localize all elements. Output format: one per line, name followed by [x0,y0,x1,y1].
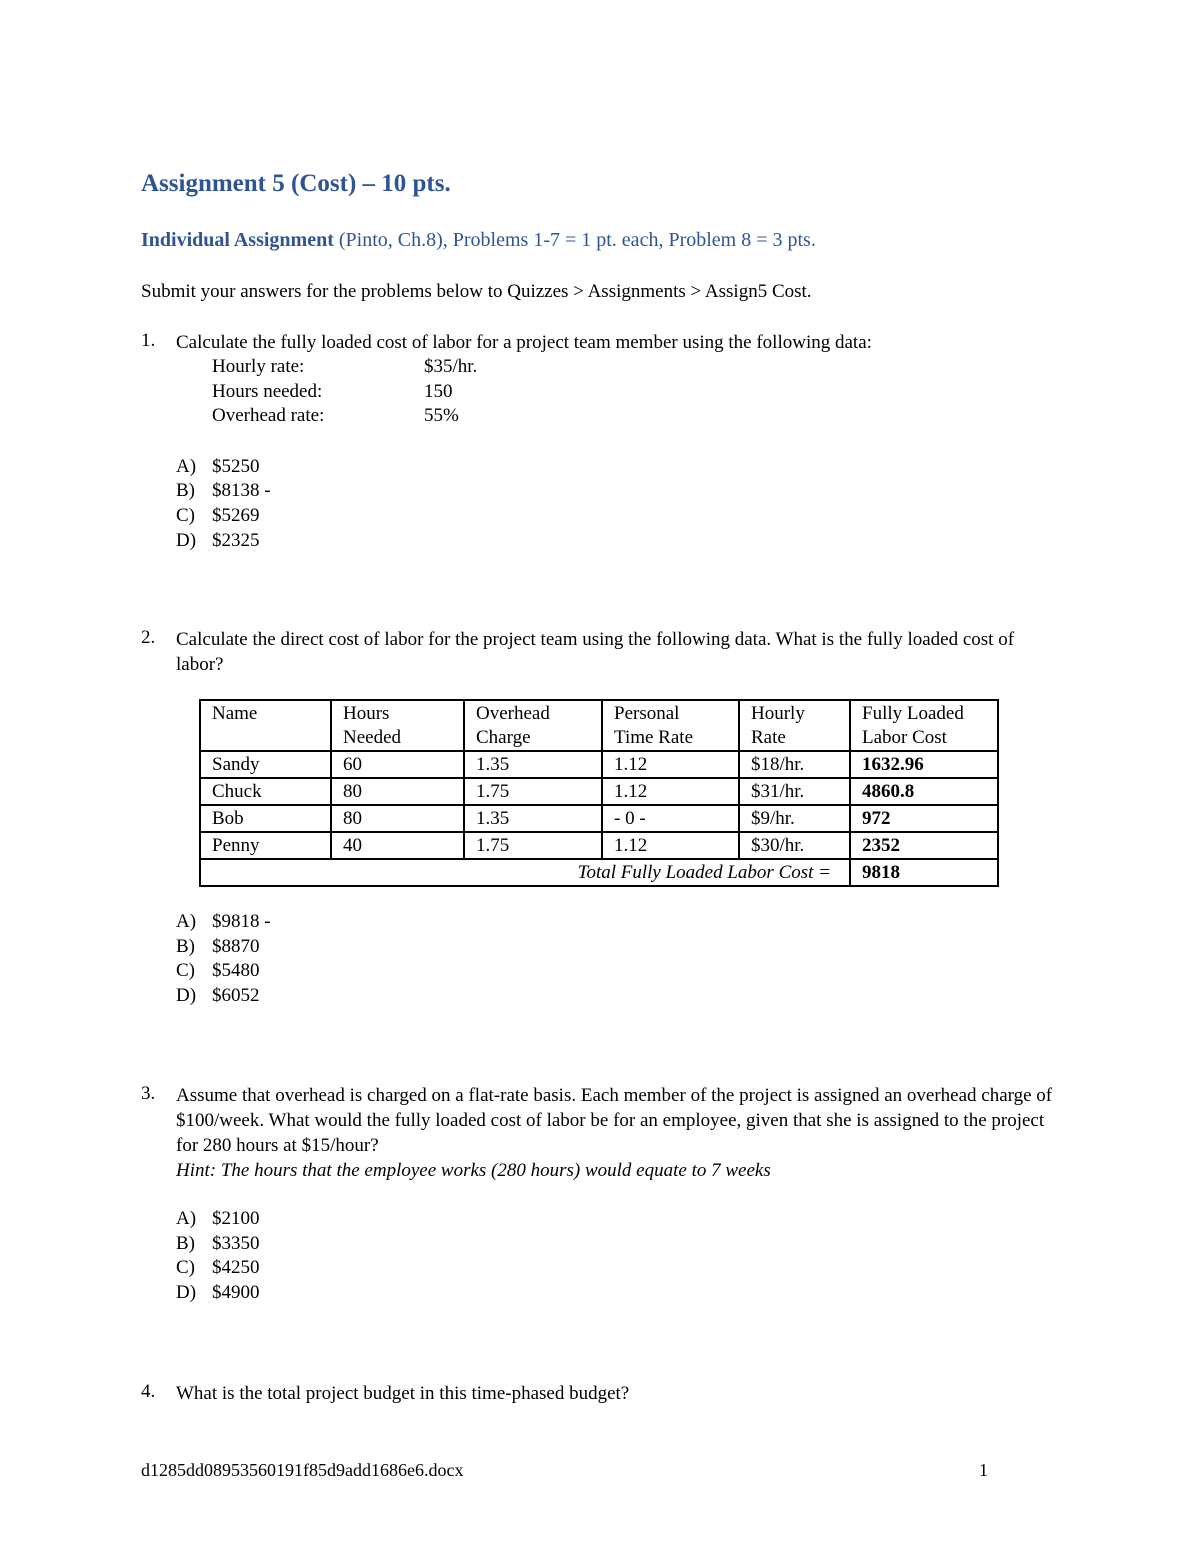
assignment-subtitle [141,229,816,252]
option-letter: D) [176,1282,197,1304]
footer-page-number: 1 [979,1460,988,1480]
data-value: 150 [424,380,453,402]
question-text: Calculate the direct cost of labor for the project team using the following data. What is the fully loaded cost of labor? [176,629,1015,675]
option [176,479,1071,504]
q1-options [176,455,1071,554]
cell-name: Sandy [200,751,331,778]
cell-hourly-rate: $9/hr. [739,805,850,832]
option [176,529,1071,554]
table-row [200,805,998,832]
header-hourly-rate: Hourly Rate [739,700,850,751]
option-letter: A) [176,455,197,477]
cell-name: Chuck [200,778,331,805]
option [176,910,1071,935]
question-2-options-wrap [141,910,1071,1028]
question-hint: Hint: The hours that the employee works (280 hours) would equate to 7 weeks [176,1160,771,1181]
option-text: $5269 [212,504,260,526]
q2-options [176,910,1071,1009]
option-text: $4900 [212,1282,260,1304]
option-text: $2325 [212,529,260,551]
option [176,1281,1071,1306]
cell-personal-time: - 0 - [602,805,739,832]
option-letter: D) [176,529,197,551]
cell-personal-time: 1.12 [602,751,739,778]
cell-personal-time: 1.12 [602,832,739,859]
header-name: Name [200,700,331,751]
cell-overhead: 1.35 [464,751,602,778]
option-text: $8138 - [212,480,271,502]
option [176,455,1071,480]
cell-personal-time: 1.12 [602,778,739,805]
option [176,984,1071,1009]
option-letter: B) [176,480,195,502]
table-total-row [200,859,998,886]
cell-overhead: 1.75 [464,778,602,805]
data-row [212,404,1071,429]
question-4 [141,1381,1071,1406]
submit-instructions: Submit your answers for the problems below to Quizzes > Assignments > Assign5 Cost. [141,281,812,302]
option-text: $9818 - [212,911,271,932]
cell-overhead: 1.75 [464,832,602,859]
cell-fully-loaded: 972 [850,805,998,832]
question-1 [141,330,1071,572]
option [176,935,1071,960]
option-letter: B) [176,1232,195,1254]
cell-hours: 80 [331,778,464,805]
table-row [200,832,998,859]
data-label: Hours needed: [212,380,323,402]
cell-fully-loaded: 4860.8 [850,778,998,805]
data-label: Hourly rate: [212,356,305,377]
total-value: 9818 [850,859,998,886]
footer-filename: d1285dd08953560191f85d9add1686e6.docx [141,1460,464,1480]
cell-hours: 60 [331,751,464,778]
question-number: 2. [141,627,156,648]
data-row [212,355,1071,380]
option-text: $5250 [212,455,260,477]
option-letter: D) [176,985,197,1007]
option-text: $4250 [212,1257,260,1279]
cell-name: Penny [200,832,331,859]
question-text: Calculate the fully loaded cost of labor for a project team member using the following data: [176,332,872,353]
option-letter: A) [176,911,197,932]
question-2 [141,627,1071,677]
question-text: Assume that overhead is charged on a flat-rate basis. Each member of the project is assigned an overhead charge of $100/week. What would the fully loaded cost of labor be for an employee, given that she is assigned to the project for 280 hours at $15/hour? [176,1085,1053,1156]
q3-options [176,1207,1071,1306]
header-hours: Hours Needed [331,700,464,751]
cell-hours: 80 [331,805,464,832]
option-letter: C) [176,504,195,526]
option-letter: C) [176,1257,195,1279]
assignment-title: Assignment 5 (Cost) – 10 pts. [141,170,451,197]
cell-hourly-rate: $31/hr. [739,778,850,805]
option [176,1207,1071,1232]
option-text: $3350 [212,1232,260,1254]
subtitle-rest: (Pinto, Ch.8), Problems 1-7 = 1 pt. each, Problem 8 = 3 pts. [333,229,816,251]
table-row [200,751,998,778]
option-letter: B) [176,935,195,957]
question-number: 3. [141,1083,156,1104]
option-text: $5480 [212,960,260,982]
header-overhead: Overhead Charge [464,700,602,751]
data-value: 55% [424,405,459,426]
option [176,504,1071,529]
question-text: What is the total project budget in this time-phased budget? [176,1383,630,1404]
data-row [212,380,1071,405]
cell-hourly-rate: $18/hr. [739,751,850,778]
option-text: $2100 [212,1208,260,1229]
option [176,959,1071,984]
table-row [200,778,998,805]
data-label: Overhead rate: [212,405,325,426]
option [176,1232,1071,1257]
cell-overhead: 1.35 [464,805,602,832]
option-text: $6052 [212,985,260,1007]
cell-fully-loaded: 2352 [850,832,998,859]
total-label: Total Fully Loaded Labor Cost = [200,859,850,886]
cell-hourly-rate: $30/hr. [739,832,850,859]
option-letter: A) [176,1208,197,1229]
cell-fully-loaded: 1632.96 [850,751,998,778]
header-fully-loaded: Fully Loaded Labor Cost [850,700,998,751]
option-letter: C) [176,960,195,982]
question-number: 1. [141,330,156,351]
option-text: $8870 [212,935,260,957]
q1-data-list [212,355,1071,429]
question-number: 4. [141,1381,156,1402]
cell-name: Bob [200,805,331,832]
header-personal-time: Personal Time Rate [602,700,739,751]
cell-hours: 40 [331,832,464,859]
subtitle-bold: Individual Assignment [141,229,334,251]
option [176,1256,1071,1281]
table-header-row [200,700,998,751]
data-value: $35/hr. [424,356,478,377]
labor-cost-table [199,699,999,887]
question-3 [141,1083,1071,1325]
